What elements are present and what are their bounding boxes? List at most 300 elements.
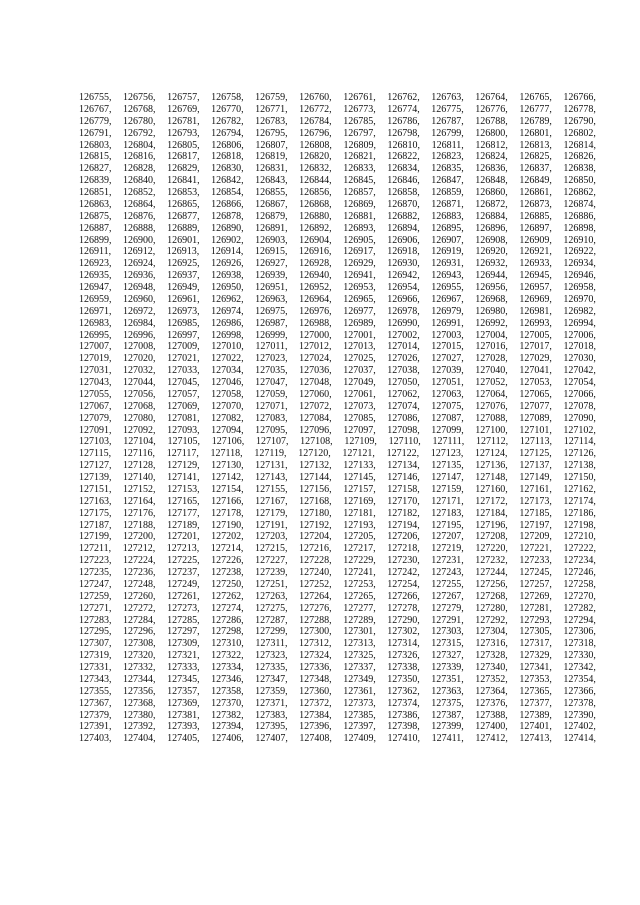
- number-item: 126854,: [211, 187, 244, 198]
- number-item: 127249,: [167, 578, 200, 590]
- number-item: 127398,: [387, 721, 420, 733]
- number-item: 126881,: [343, 210, 376, 222]
- number-item: 127183,: [431, 507, 464, 519]
- number-item: 127060,: [299, 388, 332, 400]
- number-item: 126779,: [79, 115, 112, 127]
- number-item: 126769,: [167, 103, 200, 115]
- number-item: 126936,: [123, 270, 156, 282]
- number-item: 127320,: [123, 650, 156, 662]
- number-row: [79, 330, 596, 342]
- number-item: 127091,: [79, 424, 112, 436]
- number-item: 127162,: [563, 483, 596, 495]
- number-item: 127127,: [79, 460, 112, 472]
- number-item: 127204,: [299, 531, 332, 543]
- number-item: 127372,: [299, 697, 332, 709]
- number-item: 126910,: [563, 234, 596, 246]
- number-item: 127184,: [475, 507, 508, 519]
- number-item: 126850,: [563, 175, 596, 187]
- number-row: [79, 425, 596, 437]
- number-item: 126997,: [167, 329, 200, 341]
- number-item: 127182,: [387, 507, 420, 519]
- number-item: 126942,: [387, 270, 420, 282]
- number-row: [79, 246, 596, 258]
- number-item: 127272,: [123, 602, 156, 614]
- number-item: 127303,: [431, 626, 464, 638]
- number-item: 126978,: [387, 305, 420, 317]
- number-item: 127042,: [563, 365, 596, 377]
- number-item: 126922,: [563, 246, 596, 258]
- number-item: 126962,: [211, 293, 244, 305]
- number-item: 127096,: [299, 424, 332, 436]
- number-item: 127133,: [343, 460, 376, 472]
- number-item: 126917,: [343, 246, 376, 258]
- number-item: 126882,: [387, 210, 420, 222]
- number-item: 127277,: [343, 602, 376, 614]
- number-row: [79, 187, 596, 199]
- number-item: 126766,: [563, 92, 596, 103]
- number-item: 126956,: [475, 282, 508, 293]
- number-item: 126912,: [122, 246, 156, 258]
- number-row: [79, 662, 596, 674]
- number-item: 126760,: [299, 92, 332, 103]
- number-item: 127202,: [211, 531, 244, 543]
- number-item: 127135,: [431, 460, 464, 472]
- number-item: 126826,: [563, 151, 596, 163]
- number-item: 126841,: [167, 175, 200, 187]
- number-item: 127012,: [299, 341, 332, 353]
- number-item: 126944,: [475, 270, 508, 282]
- number-item: 127104,: [123, 436, 156, 448]
- number-item: 126970,: [563, 293, 596, 305]
- number-item: 126950,: [211, 282, 244, 293]
- number-item: 127380,: [123, 709, 156, 721]
- number-item: 127168,: [299, 495, 332, 507]
- number-item: 127079,: [79, 412, 112, 424]
- number-item: 126996,: [123, 329, 156, 341]
- number-item: 126858,: [387, 187, 420, 198]
- number-item: 126884,: [475, 210, 508, 222]
- number-item: 127015,: [431, 341, 464, 353]
- number-item: 126935,: [79, 270, 112, 282]
- number-item: 127359,: [255, 685, 288, 697]
- number-item: 126911,: [79, 246, 112, 258]
- number-item: 127137,: [519, 460, 552, 472]
- number-item: 126943,: [431, 270, 464, 282]
- number-item: 126990,: [387, 317, 420, 329]
- number-item: 126929,: [343, 258, 376, 270]
- number-item: 126937,: [167, 270, 200, 282]
- number-item: 126874,: [563, 198, 596, 210]
- number-item: 126909,: [519, 234, 552, 246]
- number-item: 126984,: [123, 317, 156, 329]
- number-item: 127082,: [211, 412, 244, 424]
- number-item: 126981,: [519, 305, 552, 317]
- number-item: 127107,: [255, 436, 289, 448]
- number-item: 127130,: [211, 460, 244, 472]
- number-item: 127118,: [210, 448, 243, 460]
- number-item: 127083,: [255, 412, 288, 424]
- number-item: 126923,: [79, 258, 112, 270]
- number-item: 126983,: [79, 317, 112, 329]
- number-item: 127032,: [123, 365, 156, 377]
- number-item: 127041,: [519, 365, 552, 377]
- number-item: 126979,: [431, 305, 464, 317]
- number-item: 126807,: [255, 139, 288, 151]
- number-item: 126759,: [255, 92, 288, 103]
- number-item: 126802,: [563, 127, 596, 139]
- number-item: 127100,: [475, 424, 508, 436]
- number-item: 127074,: [387, 400, 420, 412]
- number-item: 126890,: [211, 222, 244, 234]
- number-item: 127068,: [123, 400, 156, 412]
- number-row: [79, 223, 596, 235]
- number-row: [79, 270, 596, 282]
- number-item: 127284,: [123, 614, 156, 626]
- number-item: 126872,: [475, 198, 508, 210]
- number-item: 127371,: [255, 697, 288, 709]
- number-item: 127351,: [431, 673, 464, 685]
- number-item: 127218,: [387, 543, 420, 555]
- number-item: 126871,: [431, 198, 464, 210]
- number-item: 126985,: [167, 317, 200, 329]
- number-item: 127208,: [475, 531, 508, 543]
- number-item: 127017,: [519, 341, 552, 353]
- number-row: [79, 555, 596, 567]
- number-item: 127221,: [519, 543, 552, 555]
- number-item: 127301,: [343, 626, 376, 638]
- number-item: 126869,: [343, 198, 376, 210]
- number-item: 126930,: [387, 258, 420, 270]
- number-item: 127197,: [519, 519, 552, 531]
- number-item: 126861,: [519, 187, 552, 198]
- number-item: 127386,: [387, 709, 420, 721]
- number-item: 127319,: [79, 650, 112, 662]
- number-item: 126964,: [299, 293, 332, 305]
- number-item: 126831,: [255, 163, 288, 175]
- number-item: 127013,: [343, 341, 376, 353]
- number-item: 127110,: [388, 436, 421, 448]
- number-item: 127002,: [387, 329, 420, 341]
- number-item: 127066,: [563, 388, 596, 400]
- number-item: 127038,: [387, 365, 420, 377]
- number-item: 126842,: [211, 175, 244, 187]
- number-item: 126801,: [519, 127, 552, 139]
- number-item: 127335,: [255, 662, 288, 673]
- number-item: 126924,: [123, 258, 156, 270]
- number-item: 127370,: [211, 697, 244, 709]
- number-item: 127337,: [343, 662, 376, 673]
- number-item: 127232,: [475, 555, 508, 567]
- number-item: 126999,: [255, 329, 288, 341]
- number-item: 127193,: [343, 519, 376, 531]
- number-item: 127328,: [475, 650, 508, 662]
- number-item: 127247,: [79, 578, 112, 590]
- number-item: 127153,: [167, 483, 200, 495]
- number-item: 127234,: [563, 555, 596, 567]
- number-item: 127368,: [123, 697, 156, 709]
- number-item: 126844,: [299, 175, 332, 187]
- number-item: 127246,: [563, 567, 596, 578]
- number-item: 127338,: [387, 662, 420, 673]
- number-item: 127181,: [343, 507, 376, 519]
- number-item: 126883,: [431, 210, 464, 222]
- number-item: 127345,: [167, 673, 200, 685]
- number-item: 127377,: [519, 697, 552, 709]
- number-item: 126788,: [475, 115, 508, 127]
- number-item: 127262,: [211, 590, 244, 602]
- number-row: [79, 603, 596, 615]
- number-item: 127211,: [79, 543, 112, 555]
- number-row: [79, 520, 596, 532]
- number-item: 126863,: [79, 198, 112, 210]
- number-item: 126832,: [299, 163, 332, 175]
- number-item: 127347,: [255, 673, 288, 685]
- number-item: 126896,: [475, 222, 508, 234]
- number-item: 127251,: [255, 578, 288, 590]
- number-item: 127090,: [563, 412, 596, 424]
- number-item: 126835,: [431, 163, 464, 175]
- number-row: [79, 341, 596, 353]
- number-item: 126767,: [79, 103, 112, 115]
- number-item: 126941,: [343, 270, 376, 282]
- number-item: 127281,: [519, 602, 552, 614]
- number-item: 127406,: [211, 733, 244, 745]
- number-item: 126880,: [299, 210, 332, 222]
- number-item: 127037,: [343, 365, 376, 377]
- number-item: 126889,: [167, 222, 200, 234]
- number-item: 127071,: [255, 400, 288, 412]
- number-row: [79, 531, 596, 543]
- number-item: 126820,: [299, 151, 332, 163]
- number-item: 127027,: [431, 353, 464, 365]
- number-item: 126940,: [299, 270, 332, 282]
- number-item: 126932,: [475, 258, 508, 270]
- number-row: [79, 377, 596, 389]
- number-item: 126781,: [167, 115, 200, 127]
- number-item: 127176,: [123, 507, 156, 519]
- number-item: 127294,: [563, 614, 596, 626]
- number-item: 126809,: [343, 139, 376, 151]
- number-item: 126823,: [431, 151, 464, 163]
- number-item: 127361,: [343, 685, 376, 697]
- number-item: 126878,: [211, 210, 244, 222]
- number-item: 126870,: [387, 198, 420, 210]
- number-item: 127192,: [299, 519, 332, 531]
- number-item: 126946,: [563, 270, 596, 282]
- number-item: 127261,: [167, 590, 200, 602]
- number-item: 126977,: [343, 305, 376, 317]
- number-item: 126901,: [167, 234, 200, 246]
- number-item: 126947,: [79, 282, 112, 293]
- number-item: 126828,: [123, 163, 156, 175]
- number-item: 127116,: [122, 448, 155, 460]
- number-row: [79, 650, 596, 662]
- number-item: 126886,: [563, 210, 596, 222]
- number-item: 127024,: [299, 353, 332, 365]
- number-item: 127395,: [255, 721, 288, 733]
- number-item: 126875,: [79, 210, 112, 222]
- number-item: 126782,: [211, 115, 244, 127]
- number-item: 127388,: [475, 709, 508, 721]
- number-item: 126795,: [255, 127, 288, 139]
- number-item: 126803,: [79, 139, 112, 151]
- number-row: [79, 235, 596, 247]
- number-row: [79, 543, 596, 555]
- number-item: 127258,: [563, 578, 596, 590]
- number-item: 127173,: [519, 495, 552, 507]
- number-item: 126773,: [343, 103, 376, 115]
- number-item: 126849,: [519, 175, 552, 187]
- number-item: 127325,: [343, 650, 376, 662]
- number-item: 127291,: [431, 614, 464, 626]
- number-item: 126900,: [123, 234, 156, 246]
- number-item: 127047,: [255, 377, 288, 388]
- number-row: [79, 175, 596, 187]
- number-item: 127383,: [255, 709, 288, 721]
- number-item: 126862,: [563, 187, 596, 198]
- number-item: 127409,: [343, 733, 376, 745]
- number-item: 127393,: [167, 721, 200, 733]
- number-item: 126810,: [387, 139, 421, 151]
- number-item: 126908,: [475, 234, 508, 246]
- number-item: 126758,: [211, 92, 244, 103]
- number-item: 127087,: [431, 412, 464, 424]
- number-item: 127396,: [299, 721, 332, 733]
- number-item: 127165,: [167, 495, 200, 507]
- number-item: 127321,: [167, 650, 200, 662]
- number-item: 127283,: [79, 614, 112, 626]
- number-item: 127187,: [79, 519, 112, 531]
- number-row: [79, 638, 596, 650]
- number-item: 127223,: [79, 555, 112, 567]
- number-item: 127231,: [431, 555, 464, 567]
- number-item: 126865,: [167, 198, 200, 210]
- number-item: 127150,: [563, 472, 596, 483]
- number-row: [79, 92, 596, 104]
- number-item: 126951,: [255, 282, 288, 293]
- number-item: 127103,: [79, 436, 112, 448]
- number-item: 127317,: [519, 638, 552, 650]
- number-item: 127057,: [167, 388, 200, 400]
- number-item: 127080,: [123, 412, 156, 424]
- number-item: 127174,: [563, 495, 596, 507]
- number-item: 126895,: [431, 222, 464, 234]
- number-item: 127160,: [475, 483, 508, 495]
- number-item: 127353,: [519, 673, 552, 685]
- number-item: 126762,: [387, 92, 420, 103]
- number-item: 127269,: [519, 590, 552, 602]
- number-row: [79, 211, 596, 223]
- number-item: 127399,: [431, 721, 464, 733]
- number-item: 127144,: [299, 472, 332, 483]
- number-item: 127054,: [563, 377, 596, 388]
- number-item: 126975,: [255, 305, 288, 317]
- number-row: [79, 436, 596, 448]
- number-item: 127289,: [343, 614, 376, 626]
- number-item: 126966,: [387, 293, 420, 305]
- number-item: 127011,: [255, 341, 288, 353]
- number-item: 127051,: [431, 377, 464, 388]
- number-item: 126968,: [475, 293, 508, 305]
- number-item: 126939,: [255, 270, 288, 282]
- number-item: 127188,: [123, 519, 156, 531]
- number-item: 127105,: [167, 436, 200, 448]
- number-item: 126830,: [211, 163, 244, 175]
- number-item: 126848,: [475, 175, 508, 187]
- number-item: 127059,: [255, 388, 288, 400]
- number-item: 126888,: [123, 222, 156, 234]
- number-item: 127410,: [387, 733, 421, 745]
- number-row: [79, 258, 596, 270]
- number-item: 127238,: [211, 567, 244, 578]
- number-item: 126852,: [123, 187, 156, 198]
- number-item: 127058,: [211, 388, 244, 400]
- number-item: 127310,: [211, 638, 244, 650]
- number-item: 127264,: [299, 590, 332, 602]
- number-row: [79, 128, 596, 140]
- number-item: 127413,: [519, 733, 552, 745]
- number-item: 126825,: [519, 151, 552, 163]
- number-item: 127170,: [387, 495, 420, 507]
- number-item: 126933,: [519, 258, 552, 270]
- number-item: 127374,: [387, 697, 420, 709]
- number-item: 126771,: [255, 103, 288, 115]
- number-item: 127172,: [475, 495, 508, 507]
- number-item: 126957,: [519, 282, 552, 293]
- number-item: 127382,: [211, 709, 244, 721]
- number-item: 126846,: [387, 175, 420, 187]
- number-row: [79, 448, 596, 460]
- number-item: 127298,: [211, 626, 244, 638]
- number-item: 126976,: [299, 305, 332, 317]
- number-item: 127384,: [299, 709, 332, 721]
- number-item: 126761,: [343, 92, 376, 103]
- number-item: 127124,: [475, 448, 508, 460]
- number-item: 126793,: [167, 127, 200, 139]
- number-item: 127102,: [563, 424, 596, 436]
- number-item: 126819,: [255, 151, 288, 163]
- number-item: 126785,: [343, 115, 376, 127]
- number-item: 127196,: [475, 519, 508, 531]
- number-item: 127287,: [255, 614, 288, 626]
- number-item: 127282,: [563, 602, 596, 614]
- number-item: 127257,: [519, 578, 552, 590]
- number-item: 127200,: [123, 531, 156, 543]
- number-item: 127164,: [123, 495, 156, 507]
- number-item: 127405,: [167, 733, 200, 745]
- number-item: 127397,: [343, 721, 376, 733]
- number-row: [79, 579, 596, 591]
- number-item: 127052,: [475, 377, 508, 388]
- number-item: 126989,: [343, 317, 376, 329]
- number-item: 127063,: [431, 388, 464, 400]
- number-item: 126905,: [343, 234, 376, 246]
- number-item: 126816,: [123, 151, 156, 163]
- number-item: 126790,: [563, 115, 596, 127]
- number-item: 127166,: [211, 495, 244, 507]
- number-item: 127043,: [79, 377, 112, 388]
- number-item: 127209,: [519, 531, 552, 543]
- number-item: 126938,: [211, 270, 244, 282]
- number-item: 127237,: [167, 567, 200, 578]
- number-item: 127111,: [432, 436, 465, 448]
- number-item: 126919,: [431, 246, 464, 258]
- number-item: 127369,: [167, 697, 200, 709]
- number-item: 127117,: [166, 448, 199, 460]
- number-item: 126757,: [167, 92, 200, 103]
- number-item: 127179,: [255, 507, 288, 519]
- number-item: 127154,: [211, 483, 244, 495]
